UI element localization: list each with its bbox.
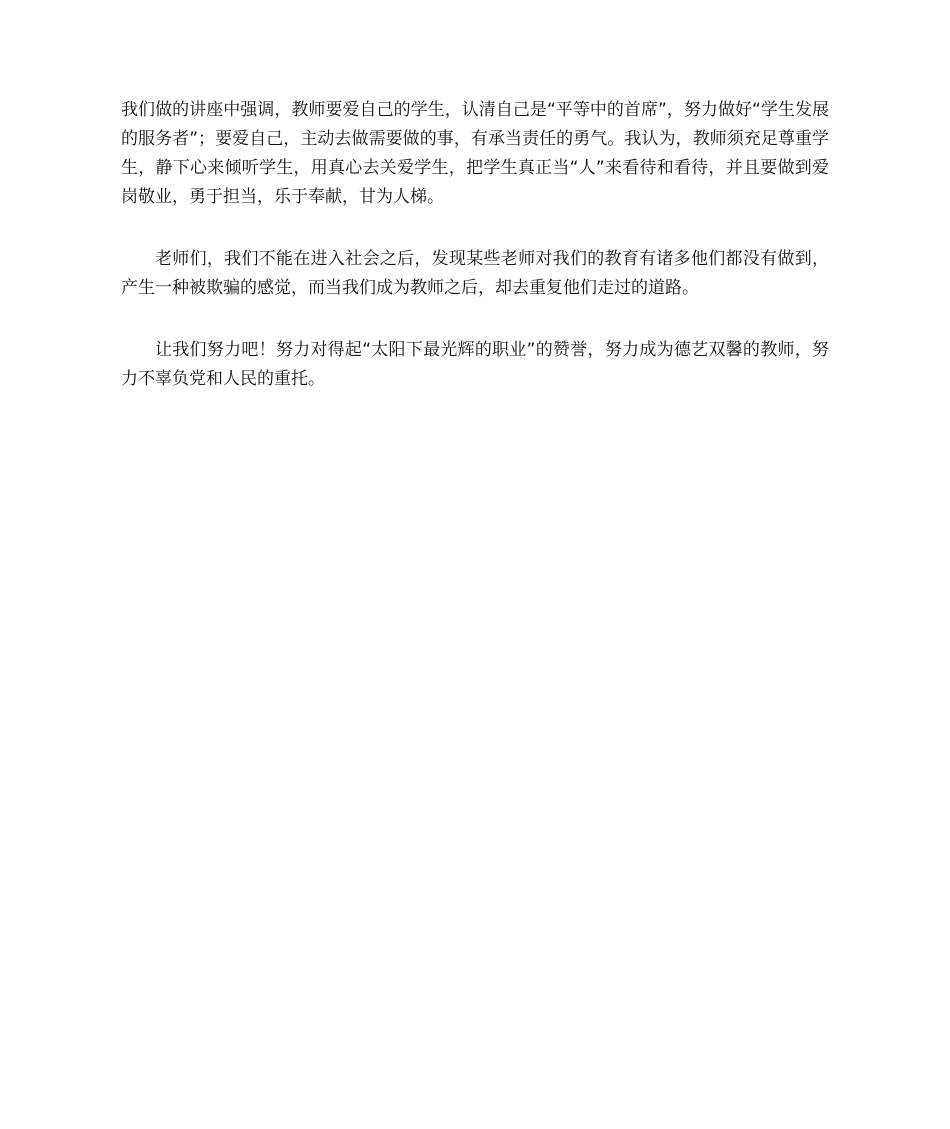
document-page — [121, 96, 829, 394]
paragraph-1: 我们做的讲座中强调，教师要爱自己的学生，认清自己是“平等中的首席”，努力做好“学生发展的服务者”；要爱自己，主动去做需要做的事，有承当责任的勇气。我认为，教师须充足尊重学生，静下心来倾听学生，用真心去关爱学生，把学生真正当“人”来看待和看待，并且要做到爱岗敬业，勇于担当，乐于奉献，甘为人梯。 — [121, 100, 829, 207]
paragraph-3: 让我们努力吧！努力对得起“太阳下最光辉的职业”的赞誉，努力成为德艺双馨的教师，努力不辜负党和人民的重托。 — [121, 340, 829, 389]
paragraph-2: 老师们，我们不能在进入社会之后，发现某些老师对我们的教育有诸多他们都没有做到，产生一种被欺骗的感觉，而当我们成为教师之后，却去重复他们走过的道路。 — [121, 249, 829, 298]
